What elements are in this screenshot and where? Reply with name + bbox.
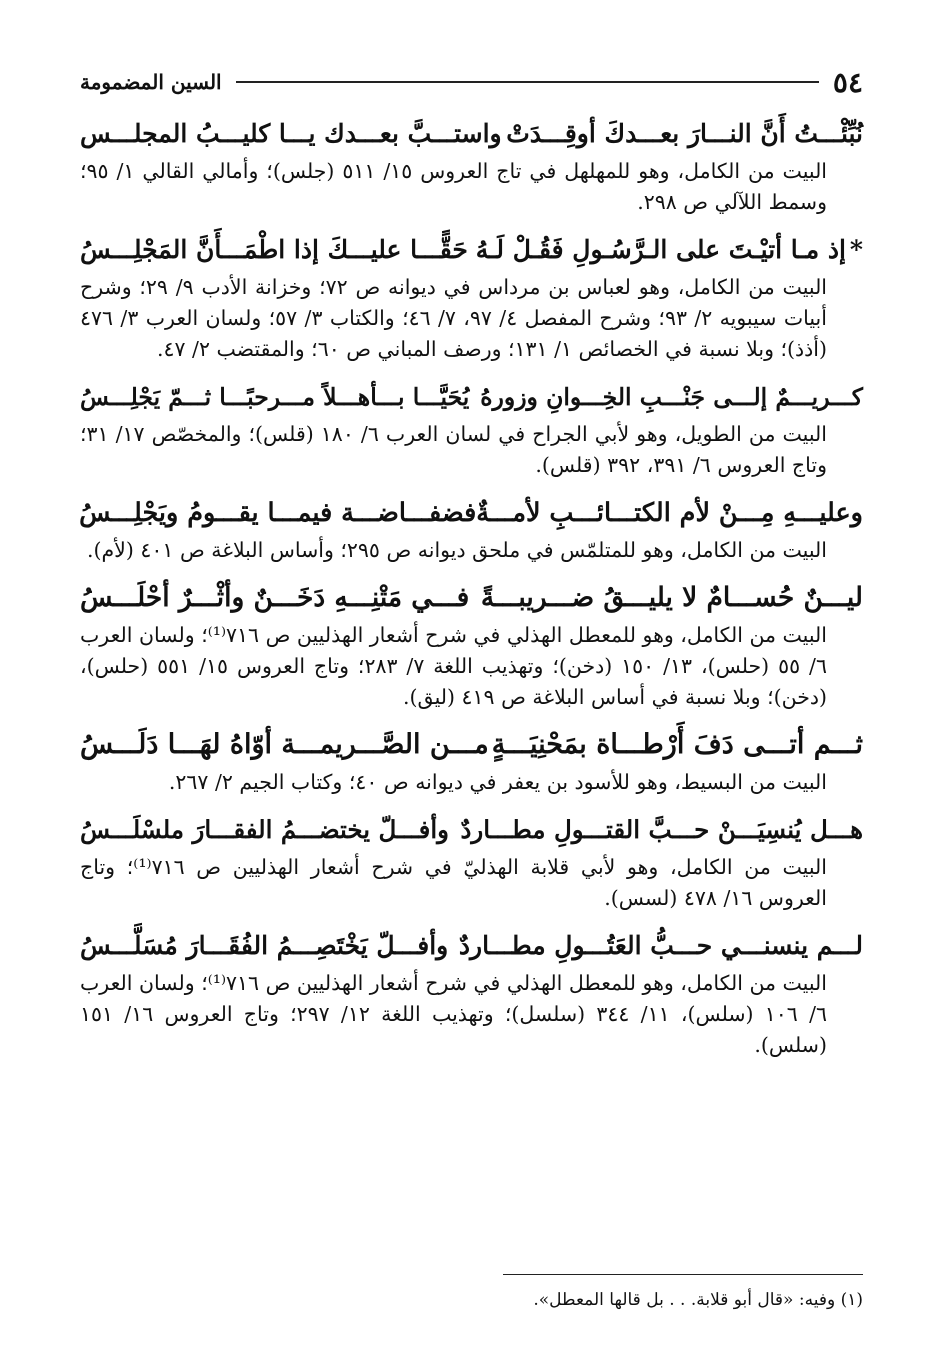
verse-commentary: البيت من الكامل، وهو للمتلمّس في ملحق ديوانه ص ٢٩٥؛ وأساس البلاغة ص ٤٠١ (لأم). bbox=[86, 538, 827, 562]
verse-commentary: البيت من الكامل، وهو للمهلهل في تاج العروس ١٥/ ٥١١ (جلس)؛ وأمالي القالي ١/ ٩٥؛ وسمط اللآلي ص ٢٩٨. bbox=[80, 159, 828, 214]
asterisk-mark: * bbox=[849, 235, 863, 264]
first-hemistich-text: إذ مـا أتيْـتَ على الـرَّسُـولِ فَقُـلْ لَـهُ bbox=[475, 235, 846, 264]
verse-line bbox=[80, 924, 863, 968]
verse-line bbox=[80, 576, 863, 620]
first-hemistich: ثـــم أتـــى دَفَ أَرْطـــاة بمَحْنِيَـــةٍ bbox=[491, 729, 863, 760]
page-header bbox=[80, 62, 863, 102]
poem-entry bbox=[80, 228, 863, 365]
page-number: ٥٤ bbox=[832, 65, 863, 99]
running-title: السين المضمومة bbox=[80, 70, 222, 94]
verse-line bbox=[80, 808, 863, 852]
verse-commentary: البيت من الكامل، وهو لأبي قلابة الهذليّ في شرح أشعار الهذليين ص ٧١٦⁽¹⁾؛ وتاج العروس ١٦/ ٤٧٨ (لسس). bbox=[80, 855, 827, 910]
footnote: (١) وفيه: «قال أبو قلابة. . . بل قالها المعطل». bbox=[533, 1290, 863, 1310]
poem-entry bbox=[80, 723, 863, 798]
verse-line bbox=[80, 491, 863, 535]
first-hemistich: وعليـــهِ مِـــنْ لأم الكتـــائـــبِ لأمـــةٌ bbox=[476, 498, 863, 528]
header-rule bbox=[236, 81, 819, 83]
verse-commentary: البيت من الكامل، وهو لعباس بن مرداس في ديوانه ص ٧٢؛ وخزانة الأدب ٩/ ٢٩؛ وشرح أبيات سيبويه ٢/ ٩٣؛ وشرح المفصل ٤/ ٩٧، ٧/ ٤٦؛ والكتاب ٣/ ٥٧؛ ولسان العرب ٣/ ٤٧٦ (أذذ)؛ وبلا نسبة في الخصائص ١/ ١٣١؛ ورصف المباني ص ٦٠؛ والمقتضب ٢/ ٤٧. bbox=[80, 275, 828, 361]
first-hemistich: كـــريـــمٌ إلـــى جَنْـــبِ الخِـــوانِ وزورهُ bbox=[480, 383, 863, 411]
verse-commentary: البيت من الطويل، وهو لأبي الجراح في لسان العرب ٦/ ١٨٠ (قلس)؛ والمخصّص ١٧/ ٣١؛ وتاج العروس ٦/ ٣٩١، ٣٩٢ (قلس). bbox=[80, 422, 827, 477]
poem-entry bbox=[80, 112, 863, 218]
footnote-rule bbox=[503, 1274, 863, 1275]
verse-line bbox=[80, 723, 863, 767]
verse-line bbox=[80, 228, 863, 272]
poem-entry bbox=[80, 576, 863, 713]
second-hemistich: مـــن الصَّـــريمـــة أوّاهُ لهَـــا دَلَـــسُ bbox=[80, 729, 489, 760]
verse-commentary: البيت من الكامل، وهو للمعطل الهذلي في شرح أشعار الهذليين ص ٧١٦⁽¹⁾؛ ولسان العرب ٦/ ١٠٦ (سلس)، ١١/ ٣٤٤ (سلسل)؛ وتهذيب اللغة ١٢/ ٢٩٧؛ وتاج العروس ١٦/ ١٥١ (سلس). bbox=[80, 971, 827, 1057]
poem-entry bbox=[80, 491, 863, 566]
second-hemistich: فضفـــاضـــة فيمـــا يقـــومُ ويَجْلِـــسُ bbox=[79, 498, 477, 528]
poem-entry bbox=[80, 924, 863, 1061]
second-hemistich: يُحَيَّـــا بـــأهـــلاً مـــرحبًـــا ثـــمّ يَجْلِـــسُ bbox=[80, 383, 470, 411]
second-hemistich: وأفـــلّ يَخْتَصِـــمُ الفُقَـــارَ مُسَلَّـــسُ bbox=[80, 931, 449, 960]
second-hemistich: وأفـــلّ يختضـــمُ الفقـــارَ ملسْلَـــسُ bbox=[80, 815, 449, 844]
verse-commentary: البيت من الكامل، وهو للمعطل الهذلي في شرح أشعار الهذليين ص ٧١٦⁽¹⁾؛ ولسان العرب ٦/ ٥٥ (حلس)، ١٣/ ١٥٠ (دخن)؛ وتهذيب اللغة ٧/ ٢٨٣؛ وتاج العروس ١٥/ ٥٥١ (حلس)، (دخن)؛ وبلا نسبة في أساس البلاغة ص ٤١٩ (ليق). bbox=[80, 623, 827, 709]
second-hemistich: فـــي مَتْنِـــهِ دَخَـــنٌ وأثْـــرٌ أحْلَـــسُ bbox=[80, 582, 470, 613]
first-hemistich: هـــل يُنسِيَـــنْ حـــبَّ القتـــولِ مطـــاردٌ bbox=[460, 815, 863, 844]
second-hemistich: واستـــبَّ بعـــدك يـــا كليـــبُ المجلـــس bbox=[80, 119, 502, 148]
first-hemistich bbox=[476, 228, 863, 272]
first-hemistich: ليـــنٌ حُســـامٌ لا يليـــقُ ضـــريبـــةً bbox=[480, 582, 863, 613]
verse-commentary: البيت من البسيط، وهو للأسود بن يعفر في ديوانه ص ٤٠؛ وكتاب الجيم ٢/ ٢٦٧. bbox=[168, 770, 827, 794]
first-hemistich: نُبِّئْـــتُ أَنَّ النـــارَ بعـــدكَ أوقِـــدَتْ bbox=[506, 119, 863, 148]
poem-entry bbox=[80, 375, 863, 481]
first-hemistich: لـــم ينسنـــي حـــبُّ العَتُـــولِ مطـــاردٌ bbox=[458, 931, 863, 960]
verse-line bbox=[80, 112, 863, 156]
poem-entry bbox=[80, 808, 863, 914]
verse-line bbox=[80, 375, 863, 419]
second-hemistich: حَقًّـــا عليـــكَ إذا اطْمَـــأَنَّ المَجْلِـــسُ bbox=[80, 235, 468, 264]
